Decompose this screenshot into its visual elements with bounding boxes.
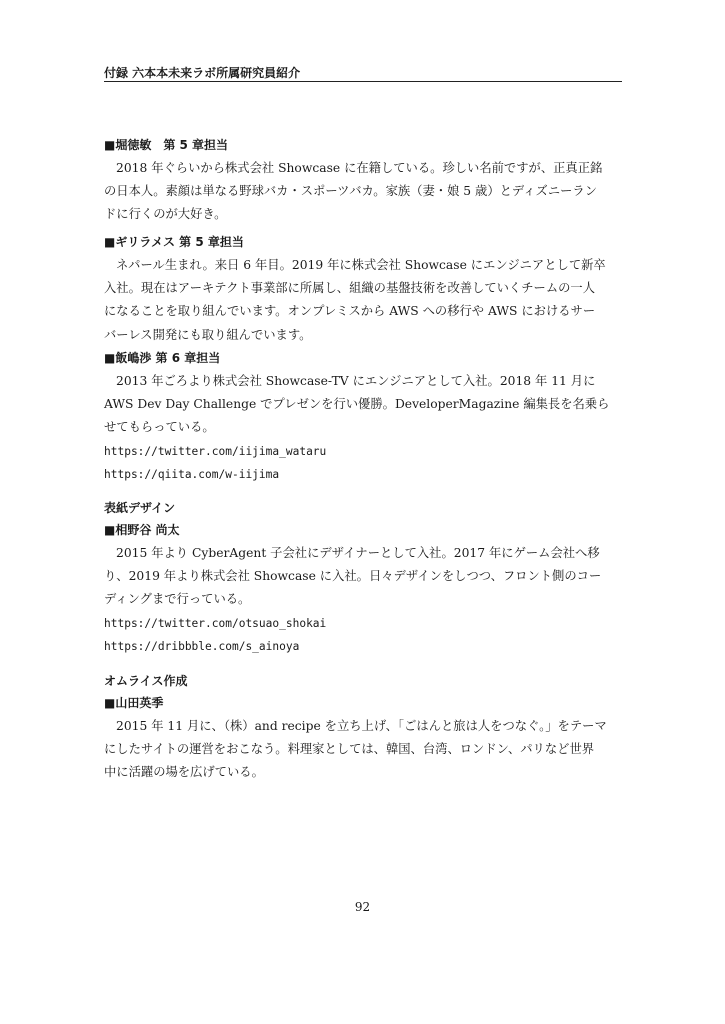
profile-link[interactable]: https://dribbble.com/s_ainoya	[104, 639, 300, 653]
text-line: 2018 年ぐらいから株式会社 Showcase に在籍している。珍しい名前ですが、正真正銘	[116, 161, 603, 175]
text-line: り、2019 年より株式会社 Showcase に入社。日々デザインをしつつ、フロント側のコー	[104, 569, 602, 584]
profile-text	[104, 715, 622, 785]
page-number: 92	[354, 900, 371, 914]
text-line: 2013 年ごろより株式会社 Showcase-TV にエンジニアとして入社。2018 年 11 月に	[116, 374, 596, 388]
section-title: 表紙デザイン	[104, 501, 176, 515]
text-line: 中に活躍の場を広げている。	[104, 765, 264, 780]
profile-text	[104, 542, 622, 612]
text-line: せてもらっている。	[104, 420, 215, 435]
text-line: ネパール生まれ。来日 6 年目。2019 年に株式会社 Showcase にエンジニアとして新卒	[116, 258, 606, 272]
profile-heading: ■山田英季	[104, 696, 164, 710]
profile-heading: ■ギリラメス 第 5 章担当	[104, 235, 244, 249]
text-line: になることを取り組んでいます。オンプレミスから AWS への移行や AWS におけるサー	[104, 304, 596, 319]
text-line: ディングまで行っている。	[104, 592, 251, 607]
profile-text	[104, 254, 622, 347]
text-line: バーレス開発にも取り組んでいます。	[104, 327, 312, 342]
header-rule	[104, 81, 622, 82]
profile-iijima	[104, 350, 622, 486]
profile-heading: ■相野谷 尚太	[104, 523, 180, 537]
text-line: 入社。現在はアーキテクト事業部に所属し、組織の基盤技術を改善していくチームの一人	[104, 281, 596, 296]
text-line: 2015 年 11 月に、（株）and recipe を立ち上げ、「ごはんと旅は人をつなぐ。」をテーマ	[116, 719, 607, 733]
profile-text	[104, 157, 622, 227]
text-line: にしたサイトの運営をおこなう。料理家としては、韓国、台湾、ロンドン、パリなど世界	[104, 742, 595, 757]
profile-girirames	[104, 234, 622, 347]
text-line: の日本人。素顔は単なる野球バカ・スポーツバカ。家族（妻・娘 5 歳）とディズニーラン	[104, 184, 598, 199]
profile-link[interactable]: https://twitter.com/otsuao_shokai	[104, 616, 327, 630]
cover-design-section	[104, 500, 622, 658]
profile-link[interactable]: https://qiita.com/w-iijima	[104, 467, 280, 481]
text-line: ドに行くのが大好き。	[104, 207, 227, 222]
profile-text	[104, 370, 622, 440]
running-header: 付録 六本本未来ラボ所属研究員紹介	[104, 66, 301, 80]
profile-hori	[104, 137, 622, 227]
section-title: オムライス作成	[104, 674, 188, 688]
text-line: AWS Dev Day Challenge でプレゼンを行い優勝。DeveloperMagazine 編集長を名乗ら	[104, 397, 610, 412]
text-line: 2015 年より CyberAgent 子会社にデザイナーとして入社。2017 年にゲーム会社へ移	[116, 546, 600, 560]
profile-heading: ■堀徳敏 第 5 章担当	[104, 138, 229, 152]
profile-link[interactable]: https://twitter.com/iijima_wataru	[104, 444, 327, 458]
profile-heading: ■飯嶋渉 第 6 章担当	[104, 351, 221, 365]
omurice-section	[104, 673, 622, 785]
